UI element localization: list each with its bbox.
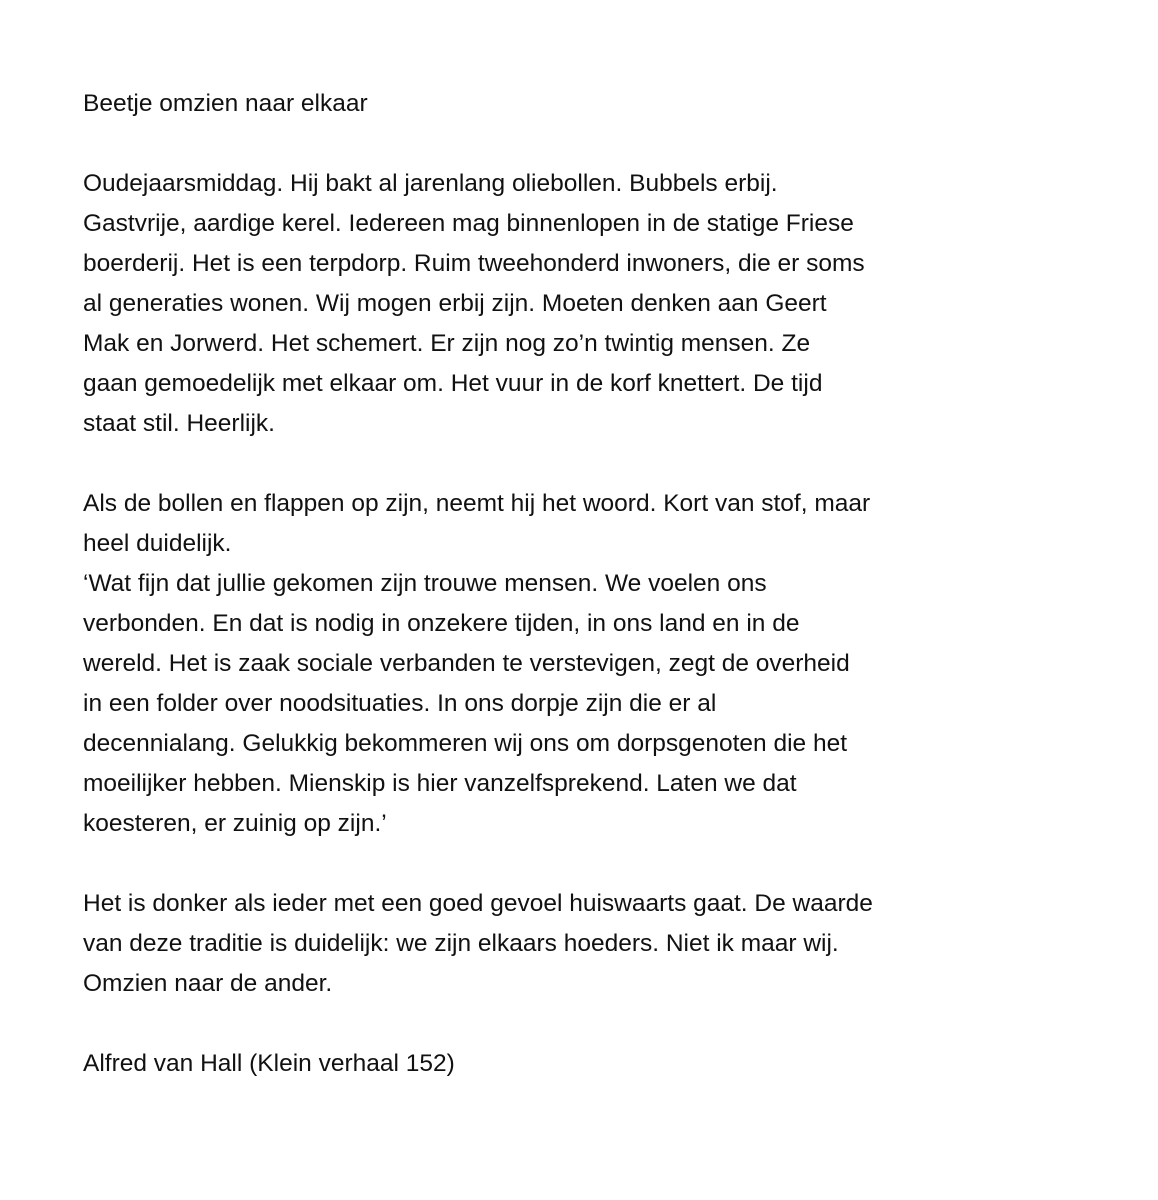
spacer	[83, 844, 983, 884]
paragraph-line: ‘Wat fijn dat jullie gekomen zijn trouwe mensen. We voelen ons	[83, 570, 767, 597]
paragraph-line: van deze traditie is duidelijk: we zijn elkaars hoeders. Niet ik maar wij.	[83, 930, 839, 957]
paragraph-line: boerderij. Het is een terpdorp. Ruim tweehonderd inwoners, die er soms	[83, 250, 865, 277]
paragraph-line: in een folder over noodsituaties. In ons dorpje zijn die er al	[83, 690, 717, 717]
spacer	[83, 124, 983, 164]
paragraph-line: Het is donker als ieder met een goed gevoel huiswaarts gaat. De waarde	[83, 890, 873, 917]
paragraph-line: Omzien naar de ander.	[83, 970, 333, 997]
paragraph-line: Mak en Jorwerd. Het schemert. Er zijn nog zo’n twintig mensen. Ze	[83, 330, 811, 357]
paragraph-line: gaan gemoedelijk met elkaar om. Het vuur in de korf knettert. De tijd	[83, 370, 823, 397]
paragraph-1	[83, 164, 983, 444]
paragraph-line: verbonden. En dat is nodig in onzekere tijden, in ons land en in de	[83, 610, 800, 637]
document-title: Beetje omzien naar elkaar	[83, 90, 368, 117]
document-body	[83, 84, 983, 1084]
paragraph-line: staat stil. Heerlijk.	[83, 410, 275, 437]
spacer	[83, 444, 983, 484]
paragraph-line: Gastvrije, aardige kerel. Iedereen mag binnenlopen in de statige Friese	[83, 210, 854, 237]
paragraph-line: koesteren, er zuinig op zijn.’	[83, 810, 387, 837]
paragraph-line: moeilijker hebben. Mienskip is hier vanzelfsprekend. Laten we dat	[83, 770, 797, 797]
paragraph-2	[83, 484, 983, 844]
paragraph-line: al generaties wonen. Wij mogen erbij zijn. Moeten denken aan Geert	[83, 290, 827, 317]
paragraph-line: wereld. Het is zaak sociale verbanden te verstevigen, zegt de overheid	[83, 650, 850, 677]
paragraph-line: Oudejaarsmiddag. Hij bakt al jarenlang oliebollen. Bubbels erbij.	[83, 170, 778, 197]
spacer	[83, 1004, 983, 1044]
paragraph-line: decennialang. Gelukkig bekommeren wij ons om dorpsgenoten die het	[83, 730, 848, 757]
paragraph-line: Als de bollen en flappen op zijn, neemt hij het woord. Kort van stof, maar	[83, 490, 871, 517]
author-signature: Alfred van Hall (Klein verhaal 152)	[83, 1050, 455, 1077]
paragraph-3	[83, 884, 983, 1004]
paragraph-line: heel duidelijk.	[83, 530, 232, 557]
